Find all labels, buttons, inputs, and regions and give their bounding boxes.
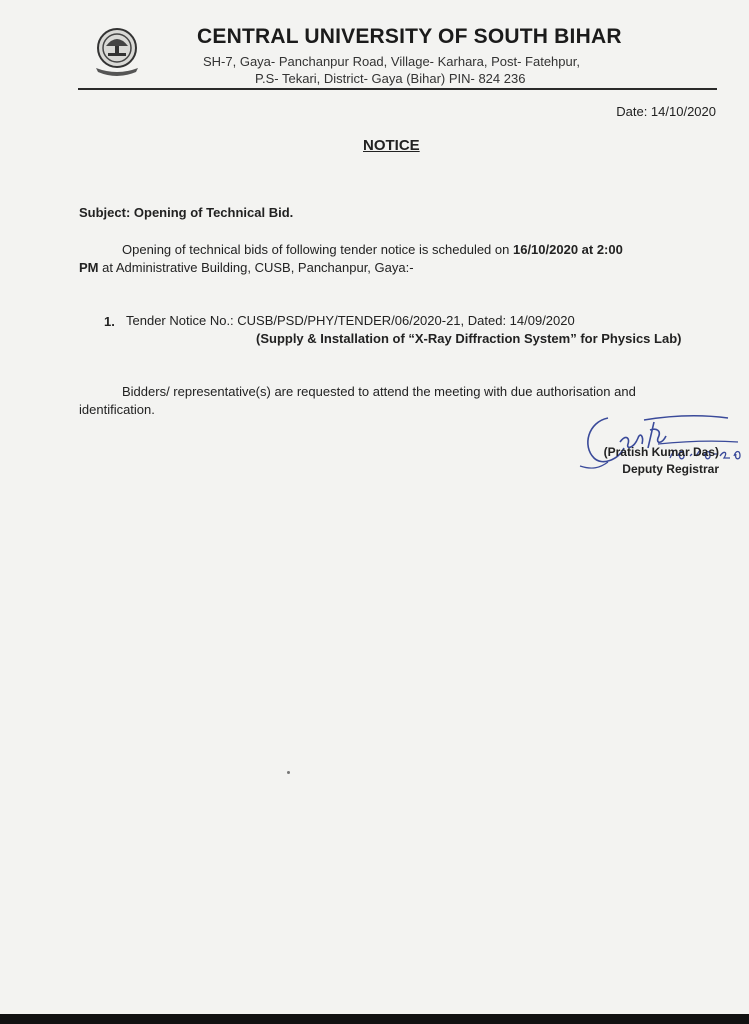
signatory-name: (Pratish Kumar Das): [603, 445, 719, 459]
paragraph-1-line-1: [122, 242, 623, 257]
tender-description: (Supply & Installation of “X-Ray Diffraction System” for Physics Lab): [256, 331, 682, 346]
paragraph-1-line-2: [79, 260, 414, 275]
schedule-time-suffix: PM: [79, 260, 99, 275]
venue-text: at Administrative Building, CUSB, Panchanpur, Gaya:-: [98, 260, 414, 275]
list-item-number: 1.: [104, 314, 115, 329]
signatory-title: Deputy Registrar: [622, 462, 719, 476]
university-name: CENTRAL UNIVERSITY OF SOUTH BIHAR: [197, 25, 622, 48]
paragraph-2-line-2: identification.: [79, 402, 155, 417]
address-line-1: SH-7, Gaya- Panchanpur Road, Village- Karhara, Post- Fatehpur,: [203, 54, 580, 69]
scan-bottom-edge: [0, 1014, 749, 1024]
paragraph-1-text: Opening of technical bids of following tender notice is scheduled on: [122, 242, 513, 257]
paragraph-2-line-1: Bidders/ representative(s) are requested to attend the meeting with due authorisation and: [122, 384, 636, 399]
notice-date: Date: 14/10/2020: [616, 104, 716, 119]
address-line-2: P.S- Tekari, District- Gaya (Bihar) PIN- 824 236: [255, 71, 526, 86]
notice-title: NOTICE: [363, 137, 420, 154]
tender-notice-reference: Tender Notice No.: CUSB/PSD/PHY/TENDER/06/2020-21, Dated: 14/09/2020: [126, 313, 575, 328]
subject-line: Subject: Opening of Technical Bid.: [79, 205, 294, 220]
header-divider: [78, 88, 717, 90]
schedule-date-time: 16/10/2020 at 2:00: [512, 242, 623, 257]
scan-speck: [287, 771, 290, 774]
university-emblem-icon: [90, 26, 144, 76]
